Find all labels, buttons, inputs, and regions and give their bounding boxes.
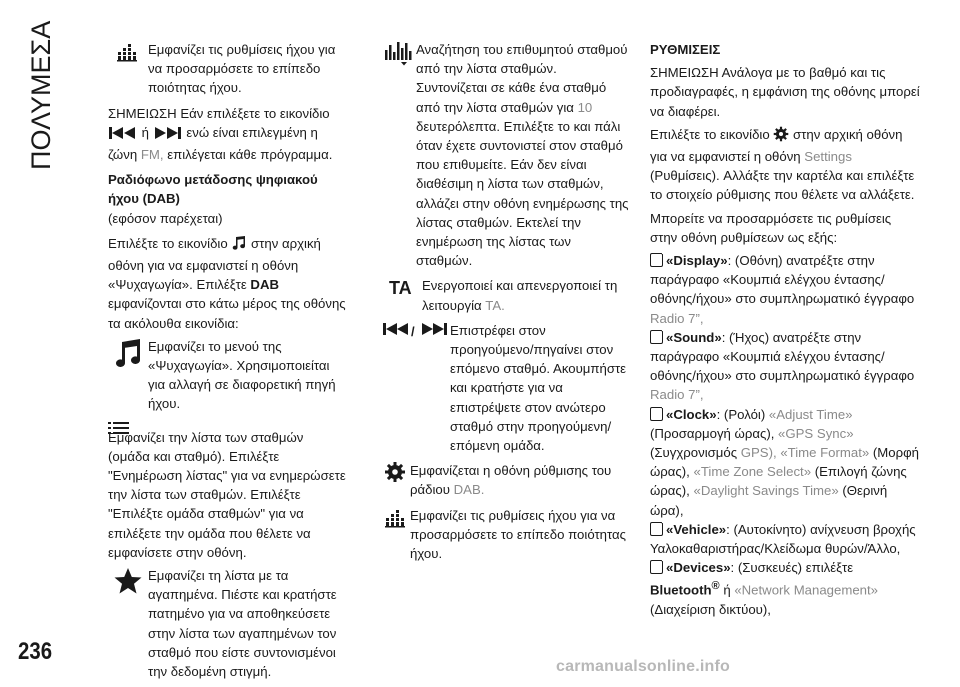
display-entry: «Display»: (Οθόνη) ανατρέξτε στην παράγραφο «Κουμπιά ελέγχου έντασης/οθόνης/ήχου» στο συμπληρωματικό έγγραφο Radio 7”, bbox=[650, 253, 915, 326]
gear-description: Εμφανίζεται η οθόνη ρύθμισης του ράδιου DAB. bbox=[410, 463, 612, 498]
note-text-b: ή bbox=[141, 124, 150, 140]
gear-small-icon bbox=[773, 126, 789, 147]
dab-title: Ραδιόφωνο μετάδοσης ψηφιακού ήχου (DAB) bbox=[108, 172, 318, 207]
checkbox-icon bbox=[650, 330, 663, 344]
settings-note: ΣΗΜΕΙΩΣΗ Ανάλογα με το βαθμό και τις προδιαγραφές, η εμφάνιση της οθόνης μπορεί να διαφέρει. bbox=[650, 65, 920, 119]
note-fm: FM, bbox=[140, 147, 164, 163]
svg-text:TA: TA bbox=[389, 278, 412, 299]
column-2 bbox=[380, 40, 630, 569]
music-note-icon bbox=[108, 337, 148, 369]
ta-icon bbox=[380, 276, 422, 298]
list-description: Εμφανίζει την λίστα των σταθμών (ομάδα και σταθμό). Επιλέξτε "Ενημέρωση λίστας" για να ενημερώσετε την λίστα των σταθμών. Επιλέξτε "Επιλέξτε ομάδα σταθμών" για να επιλέξετε την ομάδα που θέλετε να εμφανίσετε στην οθόνη. bbox=[108, 429, 346, 560]
music-description: Εμφανίζει το μενού της «Ψυχαγωγία». Χρησιμοποιείται για αλλαγή σε διαφορετική πηγή ήχου. bbox=[148, 338, 336, 412]
note-text-d: επιλέγεται κάθε πρόγραμμα. bbox=[167, 147, 333, 163]
checkbox-icon bbox=[650, 560, 663, 574]
gear-item bbox=[380, 461, 630, 499]
next-icon bbox=[153, 126, 183, 145]
music-note-small-icon bbox=[231, 235, 247, 256]
dab-subtitle: (εφόσον παρέχεται) bbox=[108, 210, 223, 226]
section-title-vertical bbox=[12, 20, 70, 180]
scan-icon bbox=[380, 40, 416, 66]
settings-intro: Μπορείτε να προσαρμόσετε τις ρυθμίσεις στην οθόνη ρυθμίσεων ως εξής: bbox=[650, 210, 892, 245]
watermark: carmanualsonline.info bbox=[556, 658, 731, 675]
column-1 bbox=[108, 40, 348, 687]
svg-text:/: / bbox=[411, 323, 415, 337]
eq-item bbox=[112, 40, 348, 98]
star-icon bbox=[108, 566, 148, 596]
skip-item bbox=[380, 321, 630, 455]
skip-icons bbox=[380, 321, 450, 337]
ta-item bbox=[380, 276, 630, 314]
sound-entry: «Sound»: (Ήχος) ανατρέξτε στην παράγραφο «Κουμπιά ελέγχου έντασης/οθόνης/ήχου» στο συμπληρωματικό έγγραφο Radio 7”, bbox=[650, 329, 915, 403]
checkbox-icon bbox=[650, 253, 663, 267]
settings-title: ΡΥΘΜΙΣΕΙΣ bbox=[650, 42, 721, 57]
ta-description: Ενεργοποιεί και απενεργοποιεί τη λειτουργία TA. bbox=[422, 278, 618, 313]
scan-description: Αναζήτηση του επιθυμητού σταθμού από την λίστα σταθμών. Συντονίζεται σε κάθε ένα σταθμό από την λίστα σταθμών για 10 δευτερόλεπτα. Επιλέξτε το και πάλι όταν έχετε συντονιστεί στον σταθμό που επιθυμείτε. Εάν δεν είναι διαθέσιμη η λίστα των σταθμών, αλλάζει στην οθόνη ενημέρωσης της λίστας σταθμών. Εκτελεί την ενημέρωση της λίστας των σταθμών. bbox=[416, 42, 629, 269]
dab-select-paragraph: Επιλέξτε το εικονίδιο στην αρχική οθόνη για να εμφανιστεί η οθόνη «Ψυχαγωγία». Επιλέξτε DAB εμφανίζονται στο κάτω μέρος της οθόνης τα ακόλουθα εικονίδια: bbox=[108, 235, 346, 331]
column-3 bbox=[650, 40, 920, 619]
eq2-item bbox=[380, 506, 630, 564]
page-number: 236 bbox=[18, 638, 53, 665]
checkbox-icon bbox=[650, 522, 663, 536]
checkbox-icon bbox=[650, 407, 663, 421]
list-item-block bbox=[108, 420, 348, 562]
equalizer-icon bbox=[112, 40, 142, 62]
eq2-description: Εμφανίζει τις ρυθμίσεις ήχου για να προσαρμόσετε το επίπεδο ποιότητας ήχου. bbox=[410, 507, 627, 562]
eq-description: Εμφανίζει τις ρυθμίσεις ήχου για να προσαρμόσετε το επίπεδο ποιότητας ήχου. bbox=[148, 42, 336, 96]
skip-description: Επιστρέφει στον προηγούμενο/πηγαίνει στον επόμενο σταθμό. Ακουμπήστε και κρατήστε για να επιστρέψετε στον ανώτερο σταθμό στην προηγούμενη/επόμενη ομάδα. bbox=[450, 322, 627, 454]
previous-icon bbox=[108, 126, 138, 145]
sidebar-title-text: ΠΟΛΥΜΕΣΑ bbox=[26, 20, 56, 170]
clock-entry: «Clock»: (Ρολόι) «Adjust Time» (Προσαρμογή ώρας), «GPS Sync» (Συγχρονισμός GPS), «Time Format» (Μορφή ώρας), «Time Zone Select» (Επιλογή ζώνης ώρας), «Daylight Savings Time» (Θερινή ώρα), bbox=[650, 406, 920, 518]
note-text-c: ενώ είναι επιλεγμένη η ζώνη bbox=[108, 124, 318, 163]
devices-entry: «Devices»: (Συσκευές) επιλέξτε Bluetooth® ή «Network Management» (Διαχείριση δικτύου), bbox=[650, 560, 878, 618]
settings-select-paragraph: Επιλέξτε το εικονίδιο στην αρχική οθόνη για να εμφανιστεί η οθόνη Settings (Ρυθμίσεις). Αλλάξτε την καρτέλα και επιλέξτε το στοιχείο ρύθμισης που θέλετε να αλλάξετε. bbox=[650, 126, 915, 203]
note-text-a: ΣΗΜΕΙΩΣΗ Εάν επιλέξετε το εικονίδιο bbox=[108, 105, 330, 121]
equalizer-icon bbox=[380, 506, 410, 528]
note-paragraph bbox=[108, 104, 348, 165]
favorite-item bbox=[108, 566, 348, 681]
music-item bbox=[108, 337, 348, 414]
scan-item bbox=[380, 40, 630, 270]
vehicle-entry: «Vehicle»: (Αυτοκίνητο) ανίχνευση βροχής Υαλοκαθαριστήρας/Κλείδωμα θυρών/Άλλο, bbox=[650, 521, 916, 557]
favorite-description: Εμφανίζει τη λίστα με τα αγαπημένα. Πιέστε και κρατήστε πατημένο για να αποθηκεύσετε στην λίστα των αγαπημένων τον σταθμό που είστε συντονισμένοι την δεδομένη στιγμή. bbox=[148, 568, 337, 680]
gear-icon bbox=[380, 461, 410, 483]
